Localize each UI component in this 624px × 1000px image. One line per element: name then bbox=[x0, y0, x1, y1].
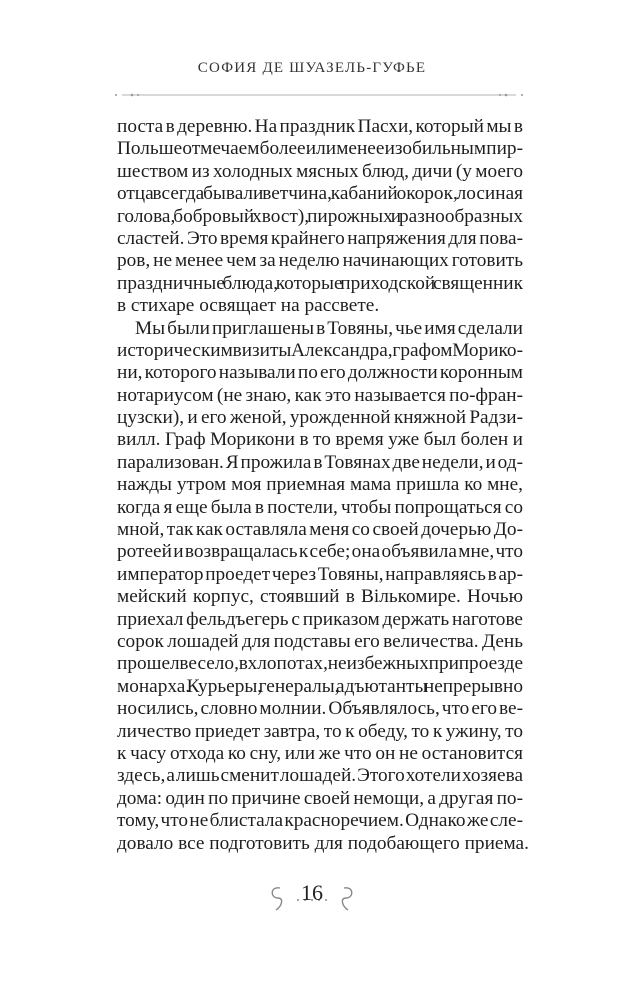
text-line: дома: один по причине своей немощи, а другая по- bbox=[117, 787, 523, 809]
page-number: 16 bbox=[301, 880, 323, 905]
text-line: когда я еще была в постели, чтобы попрощаться со bbox=[117, 496, 523, 518]
text-line: нотариусом (не знаю, как это называется по-фран- bbox=[117, 384, 523, 406]
text-line: в стихаре освящает на рассвете. bbox=[117, 295, 380, 317]
text-line: прошел весело, в хлопотах, неизбежных при проезде bbox=[117, 653, 523, 675]
text-line: вилл. Граф Морикони в то время уже был болен и bbox=[117, 429, 523, 451]
text-line: личество приедет завтра, то к обеду, то к ужину, то bbox=[117, 720, 523, 742]
text-line: праздничные блюда, которые приходской священник bbox=[117, 272, 523, 294]
text-line: к часу отхода ко сну, или же что он не остановится bbox=[117, 742, 523, 764]
text-line: тому, что не блистала красноречием. Однако же сле- bbox=[117, 810, 523, 832]
text-line: здесь, а лишь сменит лошадей. Этого хотели хозяева bbox=[117, 765, 523, 787]
text-line: парализован. Я прожила в Товянах две недели, и од- bbox=[117, 451, 523, 473]
text-line: император проедет через Товяны, направляясь в ар- bbox=[117, 563, 523, 585]
text-line: монарха. Курьеры, генералы, адъютанты непрерывно bbox=[117, 675, 523, 697]
text-line: ротеей и возвращалась к себе; она объявила мне, что bbox=[117, 541, 523, 563]
text-line: Польше отмечаем более или менее изобильным пир- bbox=[117, 138, 523, 160]
text-line: довало все подготовить для подобающего приема. bbox=[117, 832, 529, 854]
text-line: мейский корпус, стоявший в Вількомире. Ночью bbox=[117, 586, 523, 608]
text-line: сорок лошадей для подставы его величества. День bbox=[117, 630, 524, 652]
text-line: Мы были приглашены в Товяны, чье имя сделали bbox=[135, 317, 523, 339]
text-line: голова, бобровый хвост), пирожных и разнообразных bbox=[117, 205, 523, 227]
text-line: мной, так как оставляла меня со своей дочерью До- bbox=[117, 519, 523, 541]
text-line: сластей. Это время крайнего напряжения для пова- bbox=[117, 227, 523, 249]
text-line: ни, которого называли по его должности коронным bbox=[117, 362, 523, 384]
text-line: отца всегда бывали ветчина, кабаний окорок, лосиная bbox=[117, 183, 523, 205]
text-line: поста в деревню. На праздник Пасхи, который мы в bbox=[117, 116, 523, 137]
text-line: носились, словно молнии. Объявлялось, что его ве- bbox=[117, 698, 523, 720]
text-line: шеством из холодных мясных блюд, дичи (у моего bbox=[117, 160, 523, 182]
running-head: СОФИЯ ДЕ ШУАЗЕЛЬ-ГУФЬЕ bbox=[197, 60, 427, 76]
text-line: историческим визиты Александра, графом Морико- bbox=[117, 339, 523, 361]
text-line: ров, не менее чем за неделю начинающих готовить bbox=[117, 250, 523, 272]
header-ornamental-rule bbox=[112, 90, 526, 100]
page-folio bbox=[262, 880, 362, 940]
text-line: нажды утром моя приемная мама пришла ко мне, bbox=[117, 474, 523, 496]
text-line: приехал фельдъегерь с приказом держать наготове bbox=[117, 608, 523, 630]
text-line: цузски), и его женой, урожденной княжной Радзи- bbox=[117, 407, 523, 429]
body-text bbox=[117, 116, 529, 855]
